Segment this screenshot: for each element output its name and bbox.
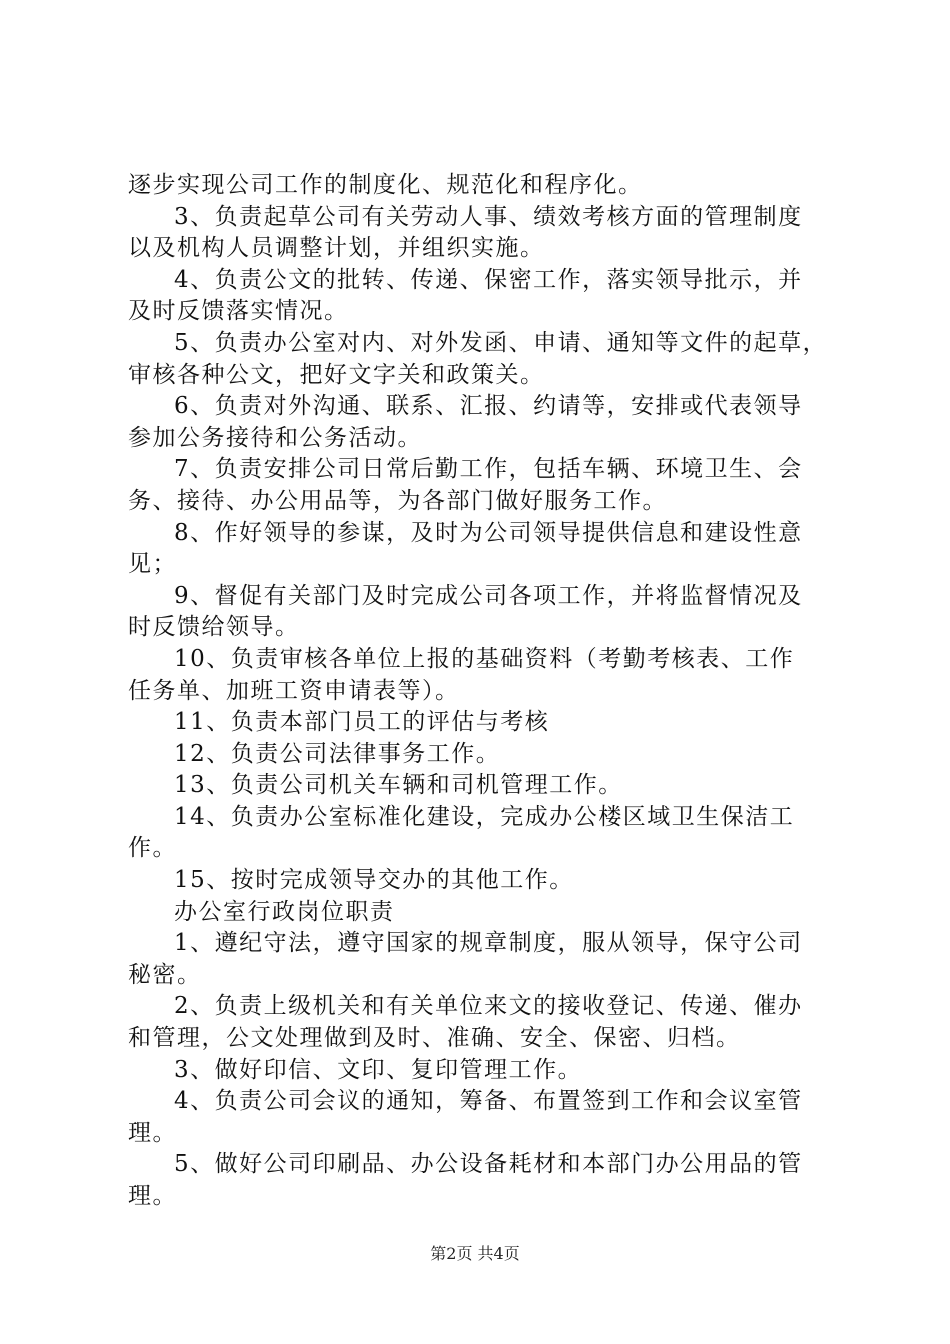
text-line: 11、负责本部门员工的评估与考核 [174, 709, 550, 736]
text-line: 逐步实现公司工作的制度化、规范化和程序化。 [128, 172, 643, 198]
text-line: 办公室行政岗位职责 [174, 898, 395, 925]
page-number-footer: 第2页 共4页 [430, 1244, 520, 1263]
text-line: 1、遵纪守法，遵守国家的规章制度，服从领导，保守公司 [174, 930, 803, 957]
text-line: 及时反馈落实情况。 [128, 298, 349, 325]
document-body [128, 170, 828, 1213]
text-line: 参加公务接待和公务活动。 [128, 424, 422, 451]
text-line: 3、负责起草公司有关劳动人事、绩效考核方面的管理制度 [174, 203, 803, 230]
text-line: 4、负责公文的批转、传递、保密工作，落实领导批示，并 [174, 266, 803, 293]
text-line: 13、负责公司机关车辆和司机管理工作。 [174, 772, 623, 799]
text-line: 以及机构人员调整计划，并组织实施。 [128, 235, 545, 262]
text-line: 见； [128, 551, 177, 578]
text-line: 2、负责上级机关和有关单位来文的接收登记、传递、催办 [174, 993, 803, 1020]
text-line: 作。 [128, 835, 177, 862]
text-line: 和管理，公文处理做到及时、准确、安全、保密、归档。 [128, 1025, 741, 1052]
text-line: 理。 [128, 1119, 177, 1146]
text-line: 理。 [128, 1183, 177, 1209]
text-line: 14、负责办公室标准化建设，完成办公楼区域卫生保洁工 [174, 803, 795, 830]
text-line: 5、做好公司印刷品、办公设备耗材和本部门办公用品的管 [174, 1151, 803, 1178]
text-line: 12、负责公司法律事务工作。 [174, 740, 501, 767]
text-line: 8、作好领导的参谋，及时为公司领导提供信息和建设性意 [174, 519, 803, 546]
text-line: 15、按时完成领导交办的其他工作。 [174, 867, 574, 894]
text-line: 务、接待、办公用品等，为各部门做好服务工作。 [128, 487, 667, 514]
text-line: 7、负责安排公司日常后勤工作，包括车辆、环境卫生、会 [174, 456, 803, 483]
text-line: 10、负责审核各单位上报的基础资料（考勤考核表、工作 [174, 645, 795, 672]
text-line: 3、做好印信、文印、复印管理工作。 [174, 1056, 583, 1083]
text-line: 任务单、加班工资申请表等）。 [128, 677, 460, 704]
text-line: 6、负责对外沟通、联系、汇报、约请等，安排或代表领导 [174, 393, 803, 420]
text-line: 4、负责公司会议的通知，筹备、布置签到工作和会议室管 [174, 1088, 803, 1115]
text-line: 秘密。 [128, 961, 202, 988]
text-line: 5、负责办公室对内、对外发函、申请、通知等文件的起草， [174, 329, 828, 356]
text-line: 时反馈给领导。 [128, 614, 300, 641]
text-line: 9、督促有关部门及时完成公司各项工作，并将监督情况及 [174, 582, 803, 609]
text-line: 审核各种公文，把好文字关和政策关。 [128, 361, 545, 388]
